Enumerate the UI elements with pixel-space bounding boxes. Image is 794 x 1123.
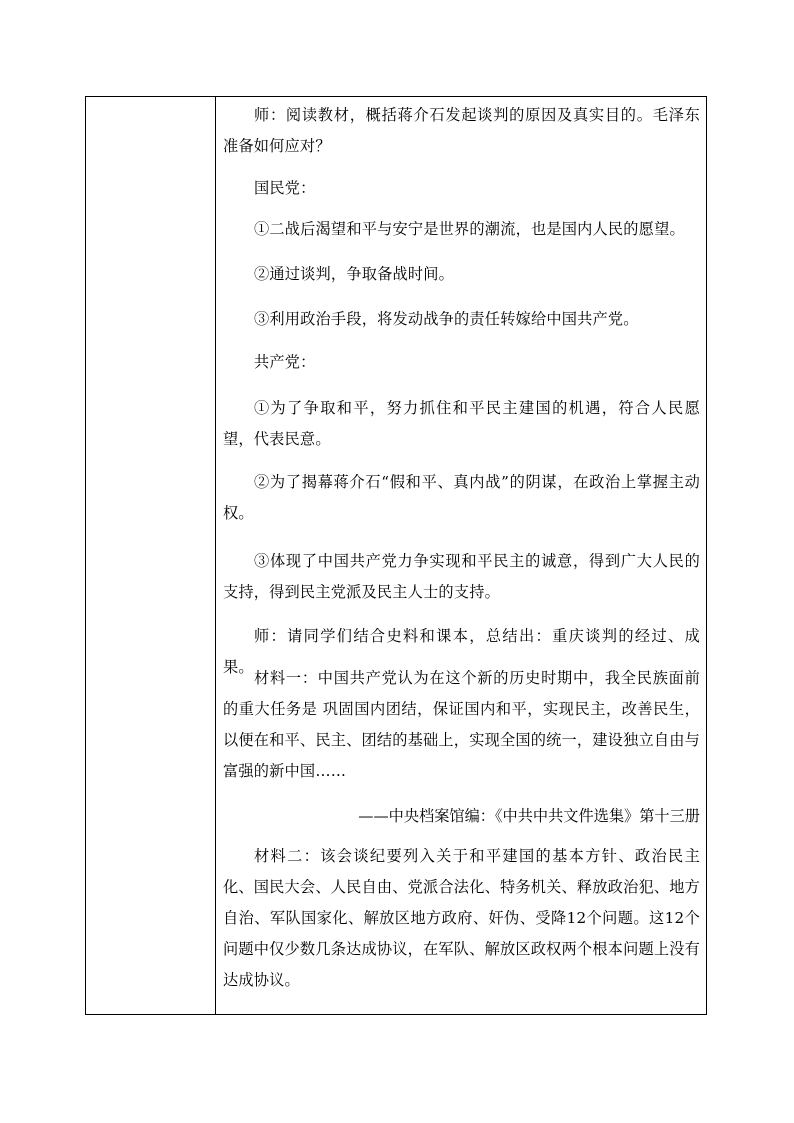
cpc-point-2: ②为了揭幕蒋介石“假和平、真内战”的阴谋，在政治上掌握主动权。 <box>223 473 700 522</box>
cpc-point-3: ③体现了中国共产党力争实现和平民主的诚意，得到广大人民的支持，得到民主党派及民主人士的支持。 <box>223 552 700 601</box>
kmt-point-1: ①二战后渴望和平与安宁是世界的潮流，也是国内人民的愿望。 <box>254 220 685 238</box>
teacher-summary-paragraph: 师：请同学们结合史料和课本，总结出：重庆谈判的经过、成果。 <box>223 627 700 676</box>
cpc-point-1: ①为了争取和平，努力抓住和平民主建国的机遇，符合人民愿望，代表民意。 <box>223 399 700 448</box>
document-table <box>85 96 707 1015</box>
material-one-paragraph: 材料一：中国共产党认为在这个新的历史时期中，我全民族面前的重大任务是 巩固国内团结，保证国内和平，实现民主，改善民生，以便在和平、民主、团结的基础上，实现全国的统一，建设独立自由与富强的新中国…… <box>223 669 701 780</box>
material-one-source: ——中央档案馆编：《中共中共文件选集》第十三册 <box>358 807 700 825</box>
table-left-cell <box>86 97 216 1014</box>
kmt-point-2: ②通过谈判，争取备战时间。 <box>254 265 455 283</box>
teacher-question-paragraph: 师：阅读教材，概括蒋介石发起谈判的原因及真实目的。毛泽东准备如何应对？ <box>223 106 700 155</box>
cpc-heading: 共产党： <box>254 353 316 371</box>
kmt-point-3: ③利用政治手段，将发动战争的责任转嫁给中国共产党。 <box>254 310 639 328</box>
kmt-heading: 国民党： <box>254 179 316 197</box>
material-two-paragraph: 材料二：该会谈纪要列入关于和平建国的基本方针、政治民主化、国民大会、人民自由、党派合法化、特务机关、释放政治犯、地方自治、军队国家化、解放区地方政府、奸伪、受降12个问题。这12个问题中仅少数几条达成协议，在军队、解放区政权两个根本问题上没有达成协议。 <box>223 847 701 989</box>
table-right-cell <box>216 97 706 1014</box>
